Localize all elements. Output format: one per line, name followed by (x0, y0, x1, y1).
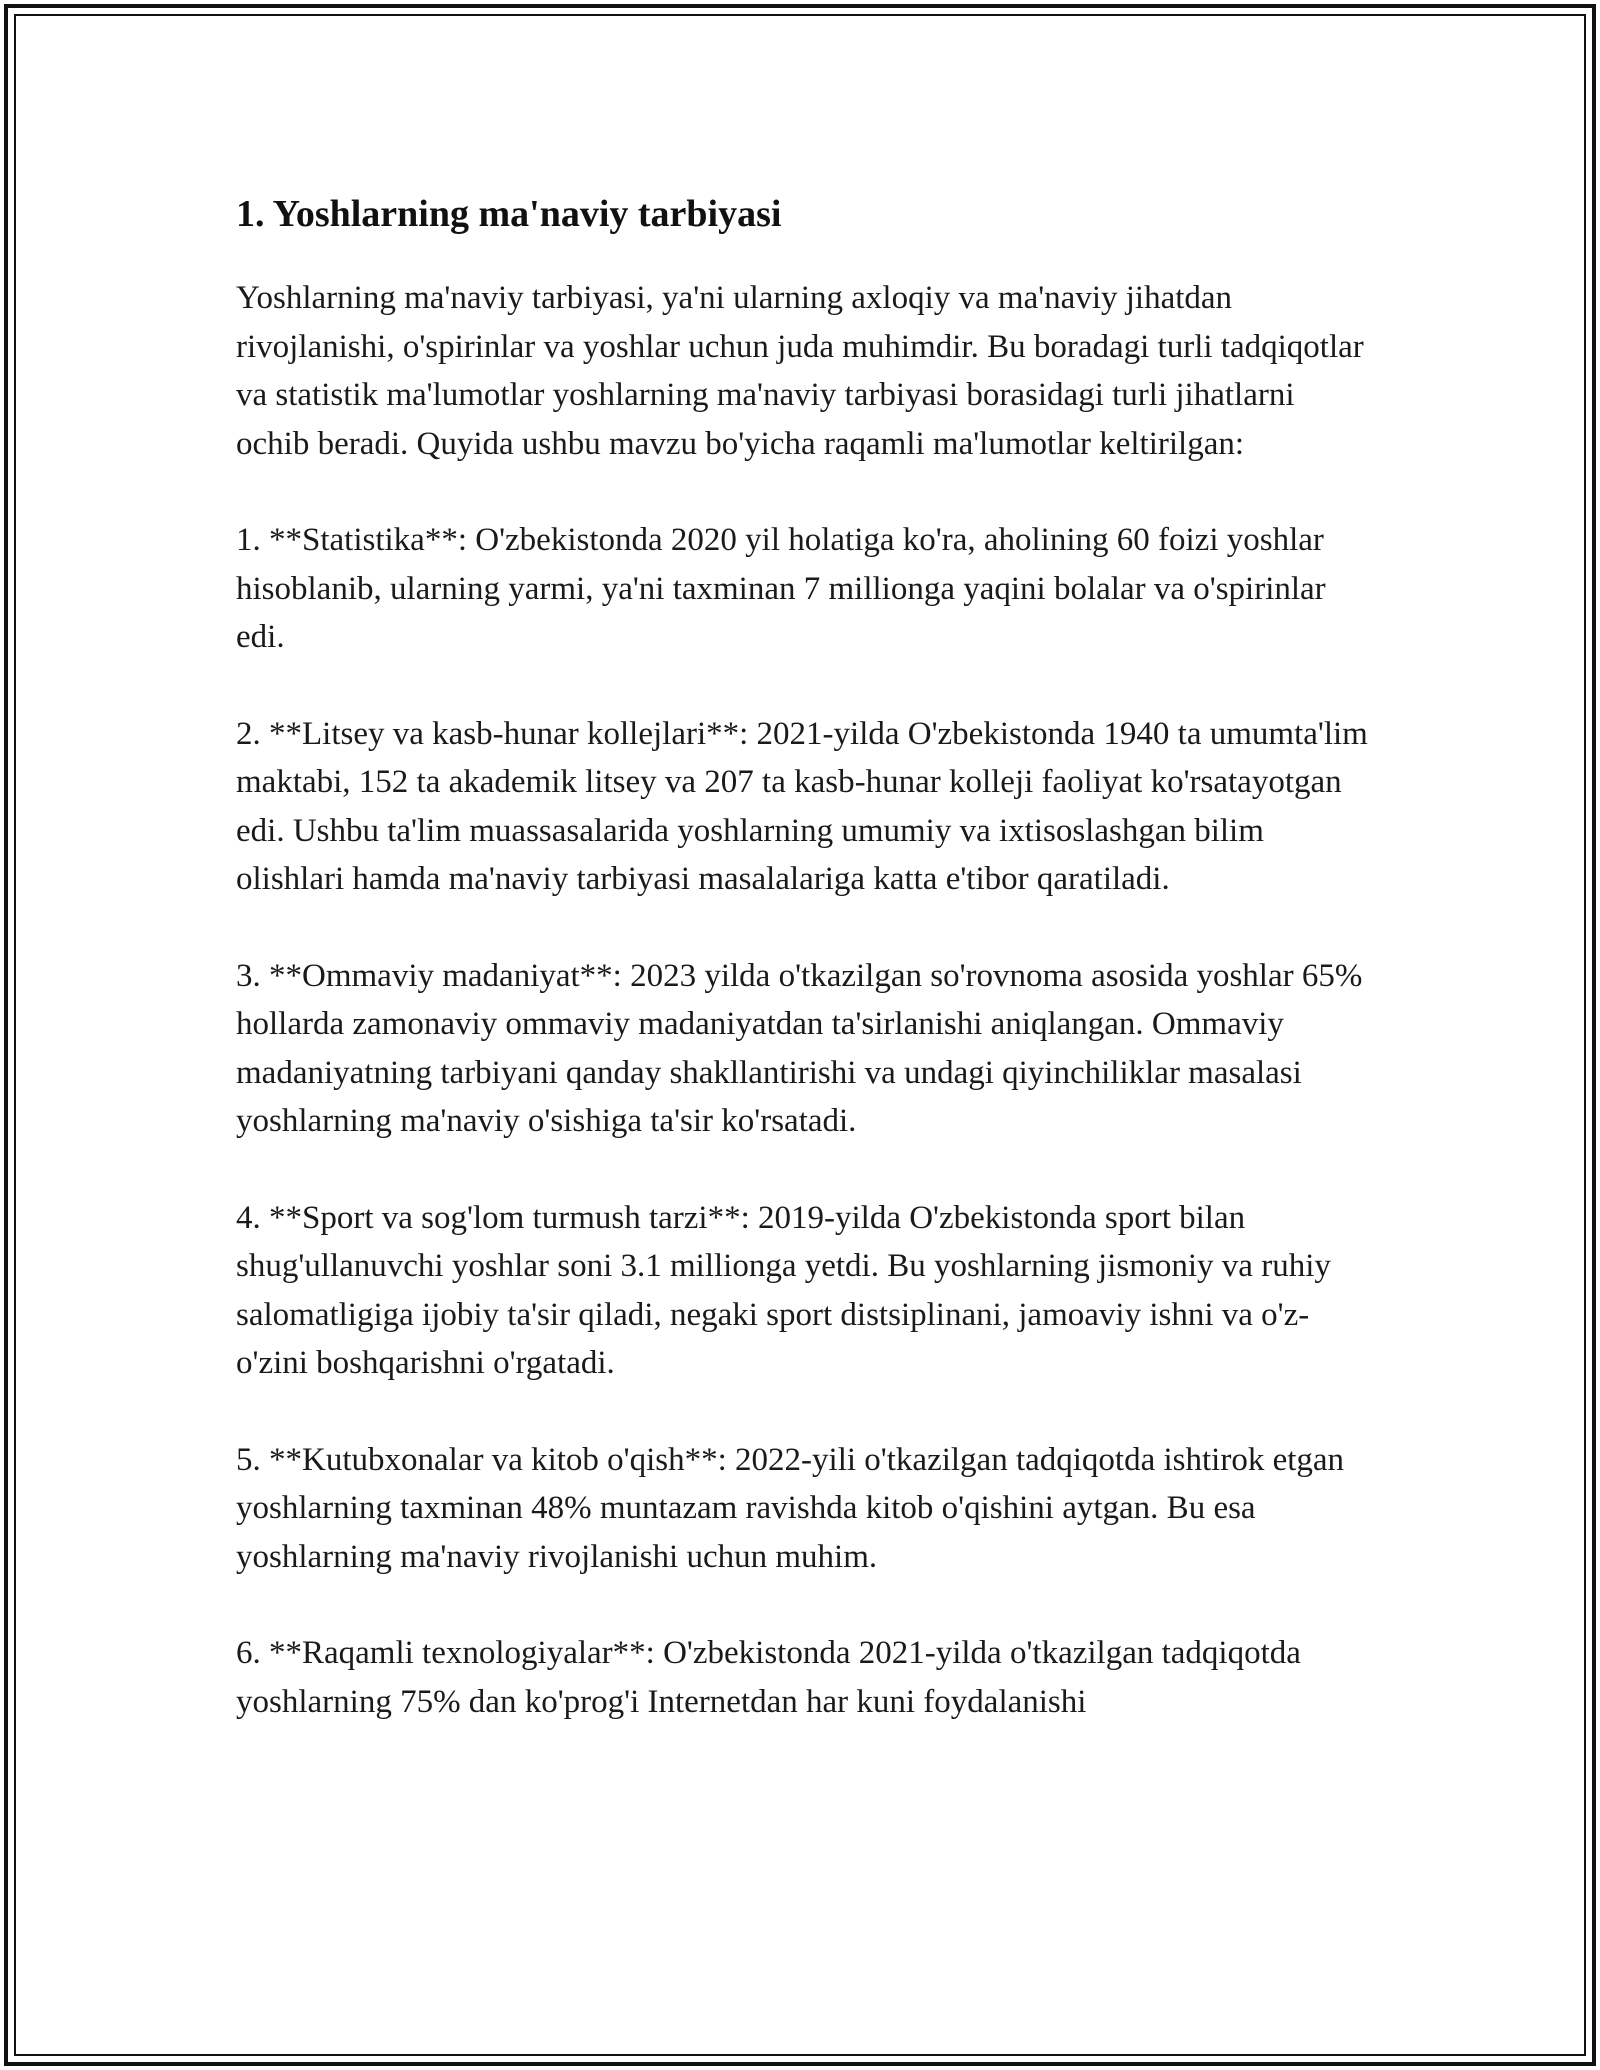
list-item-raqamli-texnologiyalar: 6. **Raqamli texnologiyalar**: O'zbekistonda 2021-yilda o'tkazilgan tadqiqotda yoshlarning 75% dan ko'prog'i Internetdan har kuni foydalanishi (236, 1635, 1301, 1720)
document-title: 1. Yoshlarning ma'naviy tarbiyasi (236, 193, 782, 235)
list-item-litsey: 2. **Litsey va kasb-hunar kollejlari**: 2021-yilda O'zbekistonda 1940 ta umumta'lim maktabi, 152 ta akademik litsey va 207 ta kasb-hunar kolleji faoliyat ko'rsatayotgan edi. Ushbu ta'lim muassasalarida yoshlarning umumiy va ixtisoslashgan bilim olishlari hamda ma'naviy tarbiyasi masalalariga katta e'tibor qaratiladi. (236, 715, 1368, 897)
intro-paragraph: Yoshlarning ma'naviy tarbiyasi, ya'ni ularning axloqiy va ma'naviy jihatdan rivojlanishi, o'spirinlar va yoshlar uchun juda muhimdir. Bu boradagi turli tadqiqotlar va statistik ma'lumotlar yoshlarning ma'naviy tarbiyasi borasidagi turli jihatlarni ochib beradi. Quyida ushbu mavzu bo'yicha raqamli ma'lumotlar keltirilgan: (236, 280, 1364, 462)
list-item-sport: 4. **Sport va sog'lom turmush tarzi**: 2019-yilda O'zbekistonda sport bilan shug'ullanuvchi yoshlar soni 3.1 millionga yetdi. Bu yoshlarning jismoniy va ruhiy salomatligiga ijobiy ta'sir qiladi, negaki sport distsiplinani, jamoaviy ishni va o'z-o'zini boshqarishni o'rgatadi. (236, 1199, 1331, 1381)
document-body (236, 186, 1376, 1774)
list-item-kutubxonalar: 5. **Kutubxonalar va kitob o'qish**: 2022-yili o'tkazilgan tadqiqotda ishtirok etgan yoshlarning taxminan 48% muntazam ravishda kitob o'qishini aytgan. Bu esa yoshlarning ma'naviy rivojlanishi uchun muhim. (236, 1441, 1345, 1575)
list-item-statistika: 1. **Statistika**: O'zbekistonda 2020 yil holatiga ko'ra, aholining 60 foizi yoshlar hisoblanib, ularning yarmi, ya'ni taxminan 7 millionga yaqini bolalar va o'spirinlar edi. (236, 522, 1326, 655)
list-item-ommaviy-madaniyat: 3. **Ommaviy madaniyat**: 2023 yilda o'tkazilgan so'rovnoma asosida yoshlar 65% hollarda zamonaviy ommaviy madaniyatdan ta'sirlanishi aniqlangan. Ommaviy madaniyatning tarbiyani qanday shakllantirishi va undagi qiyinchiliklar masalasi yoshlarning ma'naviy o'sishiga ta'sir ko'rsatadi. (236, 957, 1363, 1139)
